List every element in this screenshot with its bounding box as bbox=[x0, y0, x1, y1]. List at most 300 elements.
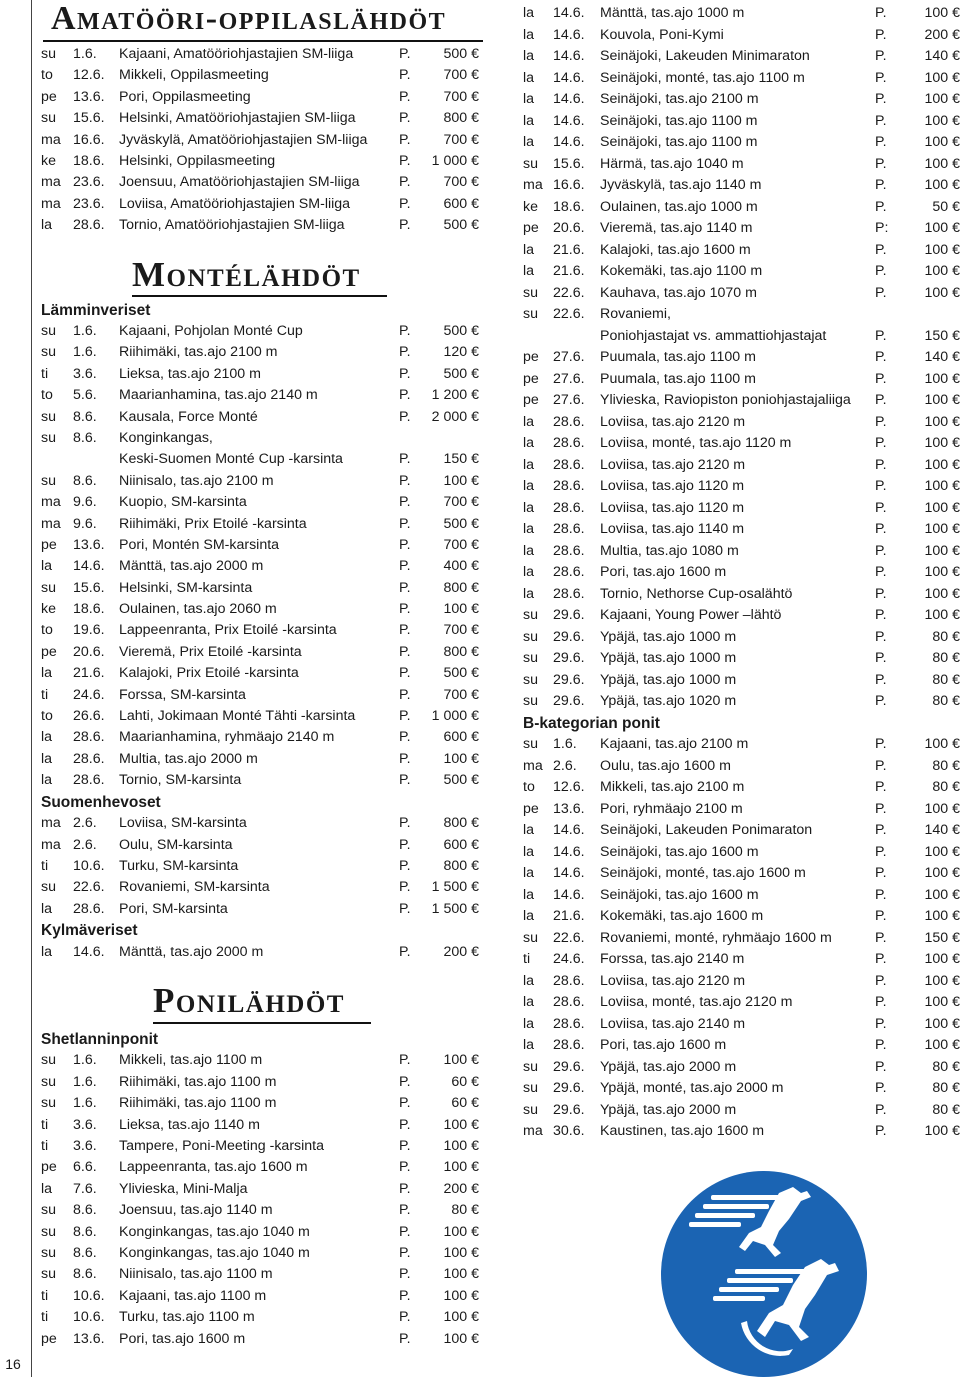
race-date: 22.6. bbox=[553, 306, 585, 322]
race-prize-amount: 80 € bbox=[932, 1080, 960, 1096]
race-prize-prefix: P. bbox=[399, 1138, 411, 1155]
race-prize-prefix: P. bbox=[875, 951, 887, 967]
race-prize-prefix: P. bbox=[875, 48, 887, 64]
race-row bbox=[523, 928, 960, 950]
race-description: Jyväskylä, tas.ajo 1140 m bbox=[600, 177, 762, 193]
race-row bbox=[523, 347, 960, 369]
race-day: su bbox=[523, 693, 538, 709]
race-date: 13.6. bbox=[73, 536, 105, 553]
race-day: su bbox=[41, 344, 56, 361]
race-date: 16.6. bbox=[73, 131, 105, 148]
race-row bbox=[523, 197, 960, 219]
race-prize-prefix: P. bbox=[399, 472, 411, 489]
race-prize-amount: 140 € bbox=[924, 822, 960, 838]
race-date: 28.6. bbox=[553, 413, 585, 430]
race-day: su bbox=[523, 650, 538, 666]
race-prize-amount: 100 € bbox=[924, 413, 960, 430]
race-prize-prefix: P. bbox=[875, 284, 887, 301]
race-row bbox=[523, 648, 960, 670]
left-column bbox=[41, 0, 479, 1350]
race-prize-prefix: P. bbox=[875, 929, 887, 946]
race-prize-amount: 80 € bbox=[932, 650, 960, 666]
race-prize-amount: 100 € bbox=[924, 5, 960, 21]
race-prize-prefix: P. bbox=[399, 729, 411, 746]
race-row bbox=[41, 1093, 479, 1114]
race-prize-prefix: P. bbox=[875, 177, 887, 193]
race-prize-prefix: P. bbox=[399, 1073, 411, 1090]
race-prize-amount: 100 € bbox=[924, 91, 960, 107]
race-date: 1.6. bbox=[73, 1073, 97, 1090]
pony-title-underline bbox=[153, 1022, 371, 1024]
race-description: Kalajoki, Prix Etoilé -karsinta bbox=[119, 665, 299, 682]
race-prize-prefix: P. bbox=[875, 779, 887, 795]
race-prize-amount: 150 € bbox=[924, 929, 960, 946]
race-description: Multia, tas.ajo 2000 m bbox=[119, 750, 258, 767]
race-day: ma bbox=[523, 757, 543, 774]
race-row bbox=[41, 342, 479, 363]
monte-title-underline bbox=[132, 295, 387, 297]
race-day: su bbox=[523, 1101, 538, 1118]
race-date: 14.6. bbox=[553, 865, 585, 881]
race-prize-amount: 80 € bbox=[932, 671, 960, 688]
race-row bbox=[523, 304, 960, 326]
race-day: pe bbox=[41, 1330, 57, 1347]
race-prize-prefix: P. bbox=[399, 815, 411, 832]
trotting-horses-logo bbox=[661, 1171, 867, 1377]
race-prize-amount: 100 € bbox=[443, 1138, 479, 1155]
race-date: 3.6. bbox=[73, 1138, 97, 1155]
race-date: 29.6. bbox=[553, 693, 585, 709]
b-category-subtitle: B-kategorian ponit bbox=[523, 714, 660, 732]
race-prize-prefix: P. bbox=[399, 1223, 411, 1240]
race-day: la bbox=[523, 499, 535, 516]
race-prize-amount: 100 € bbox=[924, 865, 960, 881]
race-prize-amount: 100 € bbox=[924, 263, 960, 279]
race-prize-prefix: P. bbox=[875, 994, 887, 1010]
race-date: 28.6. bbox=[553, 456, 585, 473]
race-day: la bbox=[523, 585, 535, 602]
race-day: la bbox=[41, 558, 53, 575]
race-date: 8.6. bbox=[73, 408, 97, 425]
race-description: Kajaani, tas.ajo 1100 m bbox=[119, 1287, 267, 1304]
race-day: su bbox=[41, 46, 56, 62]
race-description: Loviisa, tas.ajo 2120 m bbox=[600, 456, 746, 473]
race-prize-prefix: P. bbox=[399, 174, 411, 191]
race-prize-amount: 120 € bbox=[443, 344, 479, 361]
race-date: 14.6. bbox=[553, 91, 585, 107]
race-prize-amount: 100 € bbox=[924, 972, 960, 989]
race-row bbox=[523, 949, 960, 971]
race-row bbox=[41, 1264, 479, 1285]
race-date: 2.6. bbox=[73, 836, 97, 853]
race-day: la bbox=[41, 900, 53, 917]
race-prize-amount: 1 500 € bbox=[431, 900, 479, 917]
race-row bbox=[41, 1072, 479, 1093]
race-date: 10.6. bbox=[73, 1287, 105, 1304]
race-date: 8.6. bbox=[73, 1202, 97, 1219]
race-date: 28.6. bbox=[553, 542, 585, 559]
race-description: Mänttä, tas.ajo 1000 m bbox=[600, 5, 745, 21]
race-description: Ypäjä, monté, tas.ajo 2000 m bbox=[600, 1080, 784, 1096]
race-description: Vieremä, Prix Etoilé -karsinta bbox=[119, 643, 302, 660]
race-date: 14.6. bbox=[553, 5, 585, 21]
group-subtitle: Kylmäveriset bbox=[41, 922, 138, 940]
race-description: Oulainen, tas.ajo 1000 m bbox=[600, 198, 758, 215]
race-prize-prefix: P. bbox=[399, 408, 411, 425]
race-day: to bbox=[41, 622, 53, 639]
race-prize-prefix: P. bbox=[875, 435, 887, 451]
race-row bbox=[41, 535, 479, 556]
right-column bbox=[523, 3, 960, 1143]
race-date: 28.6. bbox=[553, 499, 585, 516]
race-row bbox=[41, 364, 479, 385]
race-day: la bbox=[41, 665, 53, 682]
race-date: 7.6. bbox=[73, 1180, 97, 1197]
race-date: 14.6. bbox=[73, 558, 105, 575]
race-row bbox=[523, 799, 960, 821]
race-description: Vieremä, tas.ajo 1140 m bbox=[600, 220, 753, 236]
race-prize-prefix: P. bbox=[399, 900, 411, 917]
race-day: pe bbox=[523, 392, 539, 408]
race-date: 12.6. bbox=[73, 67, 105, 84]
race-prize-prefix: P. bbox=[399, 195, 411, 212]
race-day: la bbox=[523, 564, 535, 580]
race-day: la bbox=[523, 241, 535, 258]
race-day: su bbox=[523, 306, 538, 322]
race-date: 21.6. bbox=[553, 241, 585, 258]
race-day: su bbox=[523, 929, 538, 946]
race-description: Keski-Suomen Monté Cup -karsinta bbox=[119, 451, 343, 468]
race-row bbox=[523, 627, 960, 649]
race-row bbox=[523, 68, 960, 90]
race-day: pe bbox=[523, 349, 539, 365]
race-description: Multia, tas.ajo 1080 m bbox=[600, 542, 739, 559]
race-prize-amount: 100 € bbox=[924, 585, 960, 602]
race-row bbox=[41, 556, 479, 577]
race-prize-prefix: P. bbox=[399, 579, 411, 596]
race-date: 13.6. bbox=[553, 800, 585, 817]
race-day: ke bbox=[41, 601, 56, 618]
race-prize-amount: 140 € bbox=[924, 48, 960, 64]
race-date: 28.6. bbox=[73, 729, 105, 746]
race-description: Joensuu, Amatööriohjastajien SM-liiga bbox=[119, 174, 360, 191]
race-date: 18.6. bbox=[553, 198, 585, 215]
race-description: Pori, ryhmäajo 2100 m bbox=[600, 800, 743, 817]
race-row bbox=[523, 820, 960, 842]
race-date: 28.6. bbox=[553, 1037, 585, 1053]
race-day: la bbox=[523, 908, 535, 924]
race-day: to bbox=[41, 387, 53, 404]
race-prize-amount: 80 € bbox=[932, 628, 960, 645]
race-day: la bbox=[523, 843, 535, 860]
race-prize-prefix: P. bbox=[875, 1037, 887, 1053]
race-prize-amount: 800 € bbox=[443, 579, 479, 596]
race-prize-amount: 60 € bbox=[451, 1095, 479, 1112]
race-row bbox=[41, 856, 479, 877]
race-date: 8.6. bbox=[73, 1266, 97, 1283]
race-prize-amount: 80 € bbox=[451, 1202, 479, 1219]
race-prize-prefix: P. bbox=[875, 972, 887, 989]
race-description: Ypäjä, tas.ajo 1020 m bbox=[600, 693, 737, 709]
race-row bbox=[41, 215, 479, 236]
race-description: Tornio, Amatööriohjastajien SM-liiga bbox=[119, 217, 345, 234]
race-row bbox=[41, 770, 479, 791]
pony-race-list-continued bbox=[523, 3, 960, 713]
race-day: la bbox=[523, 413, 535, 430]
race-prize-amount: 100 € bbox=[924, 220, 960, 236]
race-day: ti bbox=[41, 1116, 49, 1133]
race-date: 28.6. bbox=[553, 564, 585, 580]
race-day: la bbox=[523, 112, 535, 129]
race-prize-prefix: P. bbox=[875, 886, 887, 903]
race-prize-amount: 100 € bbox=[924, 478, 960, 494]
race-date: 9.6. bbox=[73, 494, 97, 511]
race-date: 28.6. bbox=[73, 217, 105, 234]
race-row bbox=[41, 942, 479, 963]
race-row bbox=[41, 172, 479, 193]
race-prize-amount: 100 € bbox=[924, 69, 960, 86]
race-prize-prefix: P. bbox=[399, 1159, 411, 1176]
amateur-section-title: Amatööri-oppilaslähdöt bbox=[51, 0, 447, 37]
race-row bbox=[523, 498, 960, 520]
race-row bbox=[41, 899, 479, 920]
race-prize-prefix: P. bbox=[875, 843, 887, 860]
race-prize-prefix: P. bbox=[399, 1244, 411, 1261]
race-prize-prefix: P. bbox=[875, 91, 887, 107]
race-prize-prefix: P. bbox=[399, 1330, 411, 1347]
race-prize-prefix: P. bbox=[875, 585, 887, 602]
race-date: 1.6. bbox=[73, 1052, 97, 1069]
race-prize-prefix: P. bbox=[875, 1101, 887, 1118]
race-prize-amount: 700 € bbox=[443, 174, 479, 191]
race-description: Pori, tas.ajo 1600 m bbox=[600, 1037, 727, 1053]
race-day: su bbox=[523, 736, 538, 752]
race-date: 28.6. bbox=[73, 772, 105, 789]
race-description: Lappeenranta, Prix Etoilé -karsinta bbox=[119, 622, 337, 639]
race-row bbox=[523, 605, 960, 627]
race-day: ma bbox=[41, 515, 61, 532]
race-date: 30.6. bbox=[553, 1123, 585, 1139]
race-row bbox=[41, 321, 479, 342]
race-date: 15.6. bbox=[553, 155, 585, 172]
race-date: 23.6. bbox=[73, 174, 105, 191]
race-prize-amount: 700 € bbox=[443, 494, 479, 511]
race-prize-amount: 100 € bbox=[443, 1159, 479, 1176]
race-date: 21.6. bbox=[553, 263, 585, 279]
race-description: Riihimäki, tas.ajo 1100 m bbox=[119, 1095, 277, 1112]
race-prize-prefix: P. bbox=[399, 1287, 411, 1304]
race-row bbox=[523, 562, 960, 584]
race-prize-amount: 150 € bbox=[924, 327, 960, 344]
race-description: Seinäjoki, tas.ajo 1600 m bbox=[600, 843, 759, 860]
race-date: 28.6. bbox=[553, 994, 585, 1010]
race-day: su bbox=[523, 671, 538, 688]
race-description: Puumala, tas.ajo 1100 m bbox=[600, 349, 756, 365]
race-description: Loviisa, tas.ajo 1140 m bbox=[600, 521, 745, 537]
race-row bbox=[41, 1307, 479, 1328]
race-prize-amount: 200 € bbox=[443, 943, 479, 960]
race-prize-amount: 100 € bbox=[443, 601, 479, 618]
race-description: Oulu, tas.ajo 1600 m bbox=[600, 757, 731, 774]
race-day: la bbox=[523, 972, 535, 989]
race-day: to bbox=[41, 708, 53, 725]
race-prize-prefix: P. bbox=[875, 822, 887, 838]
race-prize-amount: 700 € bbox=[443, 131, 479, 148]
race-day: ma bbox=[41, 131, 61, 148]
race-prize-prefix: P. bbox=[399, 686, 411, 703]
race-prize-prefix: P. bbox=[399, 1180, 411, 1197]
race-description: Pori, tas.ajo 1600 m bbox=[119, 1330, 246, 1347]
race-date: 3.6. bbox=[73, 365, 97, 382]
race-prize-amount: 400 € bbox=[443, 558, 479, 575]
race-prize-amount: 500 € bbox=[443, 772, 479, 789]
race-prize-prefix: P. bbox=[875, 349, 887, 365]
race-description: Härmä, tas.ajo 1040 m bbox=[600, 155, 744, 172]
race-description: Forssa, tas.ajo 2140 m bbox=[600, 951, 745, 967]
race-prize-prefix: P. bbox=[875, 521, 887, 537]
race-day: pe bbox=[523, 800, 539, 817]
race-description: Loviisa, tas.ajo 2140 m bbox=[600, 1015, 746, 1032]
race-prize-amount: 700 € bbox=[443, 536, 479, 553]
race-prize-prefix: P. bbox=[399, 622, 411, 639]
race-prize-prefix: P. bbox=[875, 134, 887, 150]
race-description: Lieksa, tas.ajo 2100 m bbox=[119, 365, 261, 382]
race-description: Pori, SM-karsinta bbox=[119, 900, 228, 917]
group-subtitle: Suomenhevoset bbox=[41, 793, 161, 811]
race-date: 29.6. bbox=[553, 628, 585, 645]
race-row bbox=[41, 1329, 479, 1350]
race-prize-amount: 100 € bbox=[924, 241, 960, 258]
race-day: su bbox=[41, 323, 56, 340]
race-description: Tornio, Nethorse Cup-osalähtö bbox=[600, 585, 793, 602]
race-row bbox=[523, 842, 960, 864]
race-description: Maarianhamina, ryhmäajo 2140 m bbox=[119, 729, 335, 746]
race-date: 20.6. bbox=[73, 643, 105, 660]
race-description: Rovaniemi, monté, ryhmäajo 1600 m bbox=[600, 929, 832, 946]
race-row bbox=[523, 455, 960, 477]
race-description: Kauhava, tas.ajo 1070 m bbox=[600, 284, 757, 301]
race-prize-amount: 80 € bbox=[932, 779, 960, 795]
race-date: 28.6. bbox=[553, 521, 585, 537]
race-row bbox=[41, 1136, 479, 1157]
race-description: Loviisa, SM-karsinta bbox=[119, 815, 247, 832]
race-description: Kausala, Force Monté bbox=[119, 408, 258, 425]
race-date: 1.6. bbox=[73, 344, 97, 361]
race-row bbox=[523, 734, 960, 756]
race-date: 28.6. bbox=[73, 900, 105, 917]
race-date: 29.6. bbox=[553, 671, 585, 688]
race-description: Mänttä, tas.ajo 2000 m bbox=[119, 943, 264, 960]
race-prize-prefix: P. bbox=[875, 69, 887, 86]
race-description: Ypäjä, tas.ajo 1000 m bbox=[600, 650, 737, 666]
monte-section-title: Montélähdöt bbox=[132, 254, 361, 294]
race-prize-prefix: P. bbox=[875, 908, 887, 924]
race-description: Loviisa, Amatööriohjastajien SM-liiga bbox=[119, 195, 351, 212]
race-row bbox=[523, 1121, 960, 1143]
race-prize-amount: 100 € bbox=[443, 1116, 479, 1133]
race-row bbox=[523, 1078, 960, 1100]
race-date: 29.6. bbox=[553, 1080, 585, 1096]
race-row bbox=[523, 390, 960, 412]
race-day: la bbox=[523, 1015, 535, 1032]
race-row bbox=[41, 44, 479, 65]
race-description: Mikkeli, tas.ajo 2100 m bbox=[600, 779, 745, 795]
race-row bbox=[523, 1057, 960, 1079]
race-description: Seinäjoki, tas.ajo 1600 m bbox=[600, 886, 759, 903]
race-prize-prefix: P. bbox=[399, 1202, 411, 1219]
race-description: Ypäjä, tas.ajo 1000 m bbox=[600, 628, 737, 645]
race-prize-amount: 100 € bbox=[443, 1309, 479, 1326]
race-row bbox=[523, 670, 960, 692]
race-row bbox=[41, 620, 479, 641]
race-prize-prefix: P. bbox=[875, 26, 887, 43]
race-prize-amount: 150 € bbox=[443, 451, 479, 468]
race-day: pe bbox=[523, 370, 539, 387]
race-day: la bbox=[523, 435, 535, 451]
race-prize-prefix: P. bbox=[399, 323, 411, 340]
race-date: 6.6. bbox=[73, 1159, 97, 1176]
race-day: la bbox=[41, 943, 53, 960]
race-prize-prefix: P. bbox=[399, 536, 411, 553]
race-description: Niinisalo, tas.ajo 1100 m bbox=[119, 1266, 273, 1283]
b-category-race-list bbox=[523, 734, 960, 1143]
race-prize-prefix: P. bbox=[399, 665, 411, 682]
race-prize-amount: 60 € bbox=[451, 1073, 479, 1090]
race-date: 9.6. bbox=[73, 515, 97, 532]
race-prize-prefix: P. bbox=[875, 499, 887, 516]
race-description: Seinäjoki, tas.ajo 1100 m bbox=[600, 134, 758, 150]
race-date: 3.6. bbox=[73, 1116, 97, 1133]
race-prize-amount: 80 € bbox=[932, 1101, 960, 1118]
race-day: su bbox=[41, 1073, 56, 1090]
race-row bbox=[523, 132, 960, 154]
race-prize-prefix: P. bbox=[875, 800, 887, 817]
race-row bbox=[523, 885, 960, 907]
race-prize-amount: 100 € bbox=[443, 472, 479, 489]
race-row bbox=[523, 369, 960, 391]
race-prize-prefix: P. bbox=[875, 241, 887, 258]
race-date: 28.6. bbox=[73, 750, 105, 767]
race-row bbox=[41, 194, 479, 215]
race-day: la bbox=[523, 478, 535, 494]
race-description: Jyväskylä, Amatööriohjastajien SM-liiga bbox=[119, 131, 368, 148]
race-prize-amount: 700 € bbox=[443, 88, 479, 105]
race-row bbox=[523, 1014, 960, 1036]
race-description: Kouvola, Poni-Kymi bbox=[600, 26, 724, 43]
group-subtitle: Lämminveriset bbox=[41, 301, 151, 319]
race-row bbox=[523, 863, 960, 885]
race-date: 1.6. bbox=[553, 736, 577, 752]
race-prize-prefix: P. bbox=[875, 478, 887, 494]
race-prize-prefix: P. bbox=[399, 857, 411, 874]
race-date: 21.6. bbox=[553, 908, 585, 924]
race-row bbox=[41, 130, 479, 151]
margin-rule bbox=[31, 0, 32, 1377]
race-description: Ylivieska, Raviopiston poniohjastajaliiga bbox=[600, 392, 851, 408]
race-prize-prefix: P: bbox=[875, 220, 889, 236]
race-day: la bbox=[523, 263, 535, 279]
race-date: 27.6. bbox=[553, 392, 585, 408]
race-prize-amount: 100 € bbox=[924, 564, 960, 580]
race-prize-amount: 50 € bbox=[932, 198, 960, 215]
race-prize-amount: 100 € bbox=[924, 112, 960, 129]
race-prize-amount: 800 € bbox=[443, 643, 479, 660]
race-day: ke bbox=[523, 198, 538, 215]
race-row bbox=[523, 261, 960, 283]
race-date: 15.6. bbox=[73, 579, 105, 596]
race-day: la bbox=[523, 521, 535, 537]
race-day: la bbox=[523, 48, 535, 64]
